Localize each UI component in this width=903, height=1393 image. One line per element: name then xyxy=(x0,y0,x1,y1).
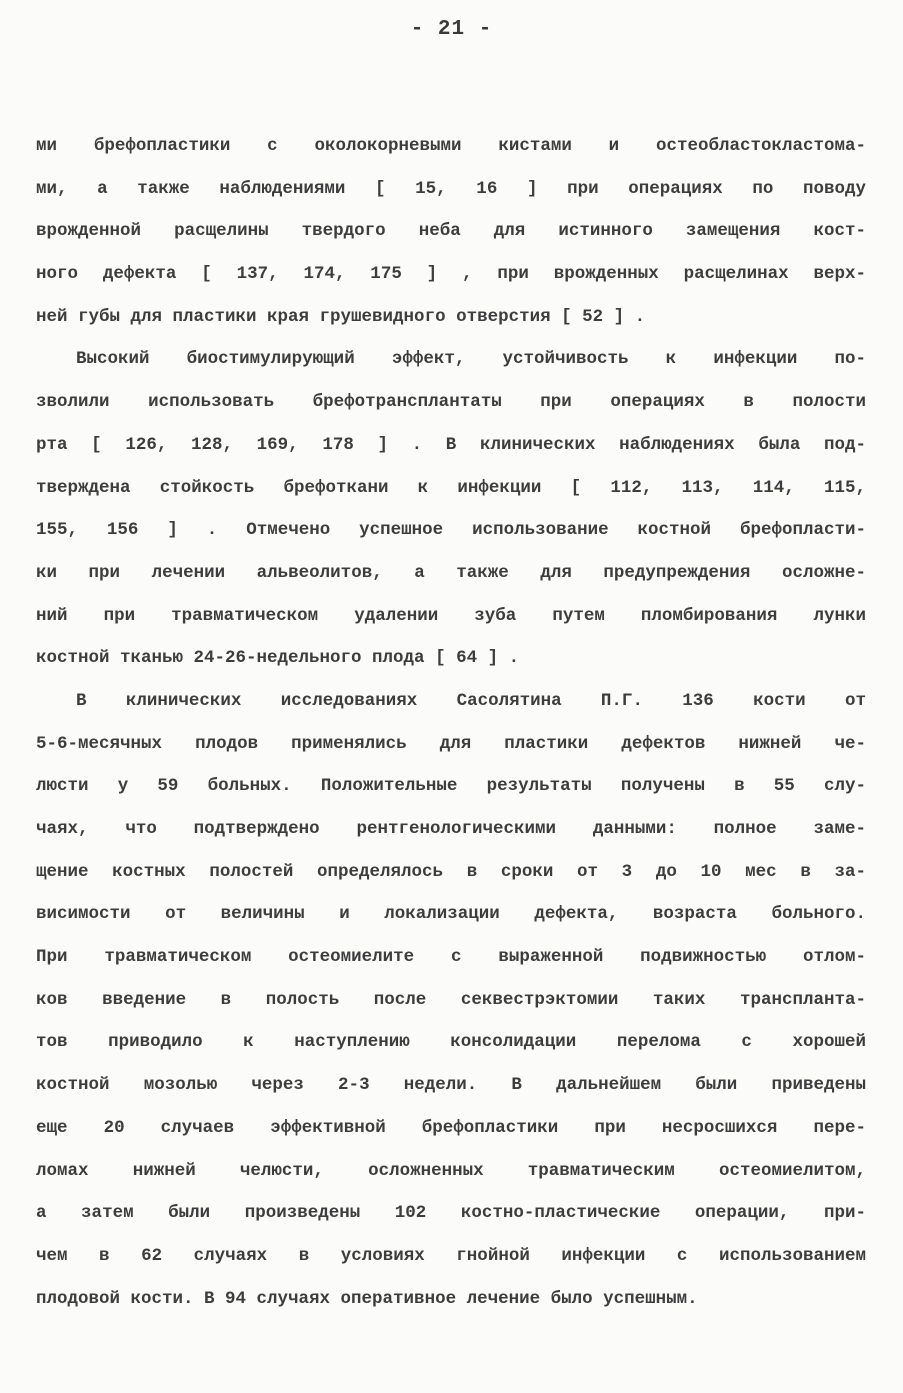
body-text xyxy=(36,125,866,1320)
text-line: плодовой кости. В 94 случаях оперативное лечение было успешным. xyxy=(36,1288,698,1309)
text-line: тверждена стойкость брефоткани к инфекции [ 112, 113, 114, 115, xyxy=(36,477,866,498)
text-line: ний при травматическом удалении зуба путем пломбирования лунки xyxy=(36,605,866,626)
text-line: а затем были произведены 102 костно-пластические операции, при- xyxy=(36,1203,866,1224)
text-line: висимости от величины и локализации дефекта, возраста больного. xyxy=(36,904,866,925)
text-line: костной тканью 24-26-недельного плода [ 64 ] . xyxy=(36,648,520,669)
text-line: В клинических исследованиях Сасолятина П.Г. 136 кости от xyxy=(76,690,866,711)
page-number: - 21 - xyxy=(410,18,493,41)
text-line: чем в 62 случаях в условиях гнойной инфекции с использованием xyxy=(36,1245,866,1266)
text-line: люсти у 59 больных. Положительные результаты получены в 55 слу- xyxy=(36,776,866,797)
text-line: ного дефекта [ 137, 174, 175 ] , при врожденных расщелинах верх- xyxy=(36,264,866,285)
text-line: ков введение в полость после секвестрэктомии таких трансплантa- xyxy=(36,989,866,1010)
text-line: 5-6-месячных плодов применялись для пластики дефектов нижней че- xyxy=(36,733,866,754)
text-line: ми брефопластики с околокорневыми кистами и остеобластокластома- xyxy=(36,136,866,156)
text-line: Высокий биостимулирующий эффект, устойчивость к инфекции по- xyxy=(76,349,866,370)
text-line: еще 20 случаев эффективной брефопластики при несросшихся пере- xyxy=(36,1117,866,1138)
text-line: При травматическом остеомиелите с выраженной подвижностью отлом- xyxy=(36,947,866,968)
text-line: чаях, что подтверждено рентгенологическими данными: полное заме- xyxy=(36,819,866,839)
text-line: 155, 156 ] . Отмечено успешное использование костной брефопласти- xyxy=(36,520,866,541)
text-line: ки при лечении альвеолитов, а также для предупреждения осложне- xyxy=(36,562,866,583)
text-line: тов приводило к наступлению консолидации перелома с хорошей xyxy=(36,1032,866,1053)
text-line: ней губы для пластики края грушевидного отверстия [ 52 ] . xyxy=(36,306,646,327)
text-line: ломах нижней челюсти, осложненных травматическим остеомиелитом, xyxy=(36,1160,866,1181)
text-line: ми, а также наблюдениями [ 15, 16 ] при операциях по поводу xyxy=(36,178,866,199)
text-line: рта [ 126, 128, 169, 178 ] . В клинических наблюдениях была под- xyxy=(36,434,866,455)
text-line: костной мозолью через 2-3 недели. В дальнейшем были приведены xyxy=(36,1075,866,1096)
text-line: врожденной расщелины твердого неба для истинного замещения кост- xyxy=(36,221,866,242)
text-line: щение костных полостей определялось в сроки от 3 до 10 мес в за- xyxy=(36,861,866,882)
text-line: зволили использовать брефотрансплантаты при операциях в полости xyxy=(36,392,866,413)
